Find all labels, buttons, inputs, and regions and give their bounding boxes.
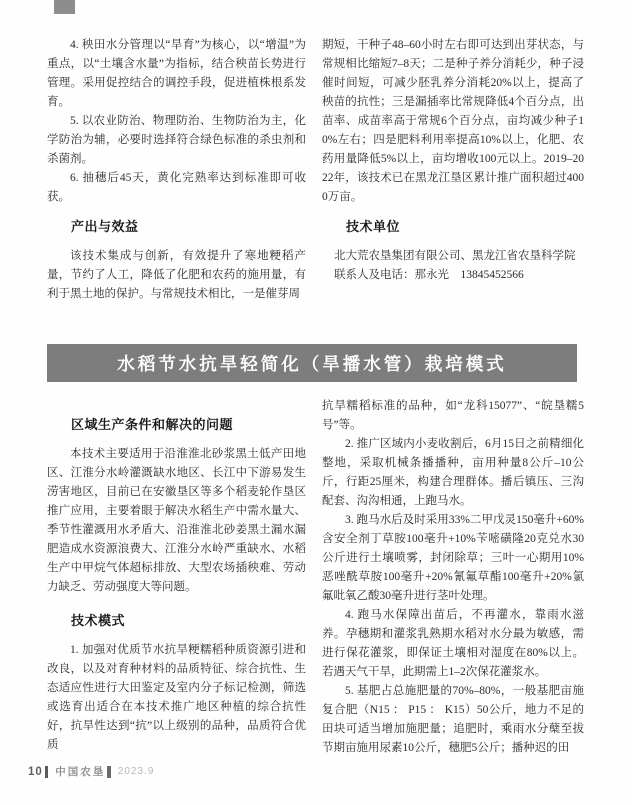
article-title-banner bbox=[47, 344, 577, 382]
section-heading-region-conditions: 区域生产条件和解决的问题 bbox=[71, 417, 234, 432]
paragraph-mode-4: 4. 跑马水保障出苗后，不再灌水，靠雨水滋养。孕穗期和灌浆乳熟期水稻对水分最为敏感，需进行保花灌浆，即保证土壤相对湿度在80%以上。若遇天气干旱，此期需上1–2次保花灌浆水。 bbox=[322, 609, 584, 678]
section-heading-technical-unit: 技术单位 bbox=[346, 219, 401, 234]
page-number: 10 bbox=[28, 765, 43, 778]
technical-unit-organizations: 北大荒农垦集团有限公司、黑龙江省农垦科学院 bbox=[334, 250, 576, 262]
paragraph-benefit-continued: 期短，干种子48–60小时左右即可达到出芽状态，与常规相比缩短7–8天；二是种子养分消耗少，种子浸催时间短，可减少胚乳养分消耗20%以上，提高了秧苗的抗性；三是漏插率比常规降低4个百分点，出苗率、成苗率高于常规6个百分点，亩均减少种子10%左右；四是肥料利用率提高10%以上，化肥、农药用量降低5%以上，亩均增收100元以上。2019–2022年，该技术已在黑龙江垦区累计推广面积超过4000万亩。 bbox=[322, 39, 584, 203]
corner-marker-square bbox=[54, 0, 75, 14]
column-left-bottom bbox=[47, 412, 306, 755]
paragraph-mode-1-continued: 抗旱糯稻标准的品种，如“龙科15077”、“皖垦糯5号”等。 bbox=[322, 400, 584, 431]
section-heading-output-benefit: 产出与效益 bbox=[71, 219, 139, 234]
paragraph-step6: 6. 抽穗后45天，黄化完熟率达到标准即可收获。 bbox=[47, 172, 306, 203]
column-left-top bbox=[47, 36, 306, 304]
footer-separator-bar bbox=[45, 766, 49, 778]
technical-unit-block bbox=[322, 247, 584, 285]
paragraph-output-benefit: 该技术集成与创新，有效提升了寒地粳稻产量，节约了人工，降低了化肥和农药的施用量，有利于黑土地的保护。与常规技术相比，一是催芽周 bbox=[47, 250, 306, 300]
paragraph-mode-1: 1. 加强对优质节水抗旱粳糯稻种质资源引进和改良，以及对育种材料的品质特征、综合抗性、生态适应性进行大田鉴定及室内分子标记检测，筛选或选育出适合在本技术推广地区种植的综合抗性好，抗旱性达到“抗”以上级别的品种，品质符合优质 bbox=[47, 644, 306, 751]
article-title: 水稻节水抗旱轻简化（旱播水管）栽培模式 bbox=[117, 353, 507, 374]
paragraph-mode-2: 2. 推广区域内小麦收割后，6月15日之前精细化整地，采取机械条播播种，亩用种量8公斤–10公斤，行距25厘米，构建合理群体。播后镇压、三沟配套、沟沟相通，上跑马水。 bbox=[322, 438, 584, 507]
column-right-bottom bbox=[322, 397, 584, 758]
journal-name: 中国农垦 bbox=[55, 766, 106, 778]
paragraph-mode-3: 3. 跑马水后及时采用33%二甲戊灵150毫升+60%含安全剂丁草胺100毫升+10%苄嘧磺隆20克兑水30公斤进行土壤喷雾，封闭除草；三叶一心期用10%恶唑酰草胺100毫升+20%氰氟草酯100毫升+20%氯氟吡氧乙酸30毫升进行茎叶处理。 bbox=[322, 514, 584, 602]
page-footer bbox=[28, 764, 154, 779]
paragraph-step4: 4. 秧田水分管理以“旱育”为核心，以“增温”为重点，以“土壤含水量”为指标，结合秧苗长势进行管理。采用促控结合的调控手段，促进植株根系发育。 bbox=[47, 39, 306, 108]
section-heading-technical-mode: 技术模式 bbox=[71, 613, 126, 628]
paragraph-region-conditions: 本技术主要适用于沿淮淮北砂浆黑土低产田地区、江淮分水岭灌溉缺水地区、长江中下游易发生涝害地区，目前已在安徽垦区等多个稻麦轮作垦区推广应用，主要着眼于解决水稻生产中需水量大、季节性灌溉用水矛盾大、沿淮淮北砂姜黑土漏水漏肥造成水资源浪费大、江淮分水岭严重缺水、水稻生产中甲烷气体超标排放、大型农场插秧难、劳动力缺乏、劳动强度大等问题。 bbox=[47, 448, 306, 593]
paragraph-step5: 5. 以农业防治、物理防治、生物防治为主，化学防治为辅，必要时选择符合绿色标准的杀虫剂和杀菌剂。 bbox=[47, 115, 306, 165]
technical-unit-contact: 联系人及电话：那永光 13845452566 bbox=[334, 269, 524, 281]
column-right-top bbox=[322, 36, 584, 285]
issue-number: 2023.9 bbox=[117, 766, 155, 777]
footer-separator-bar bbox=[107, 766, 111, 778]
paragraph-mode-5: 5. 基肥占总施肥量的70%–80%，一般基肥亩施复合肥（N15 ： P15 ： K15）50公斤，地力不足的田块可适当增加施肥量；追肥时，乘雨水分蘖至拔节期亩施用尿素10公斤，穗肥5公斤；播种迟的田 bbox=[322, 685, 584, 754]
